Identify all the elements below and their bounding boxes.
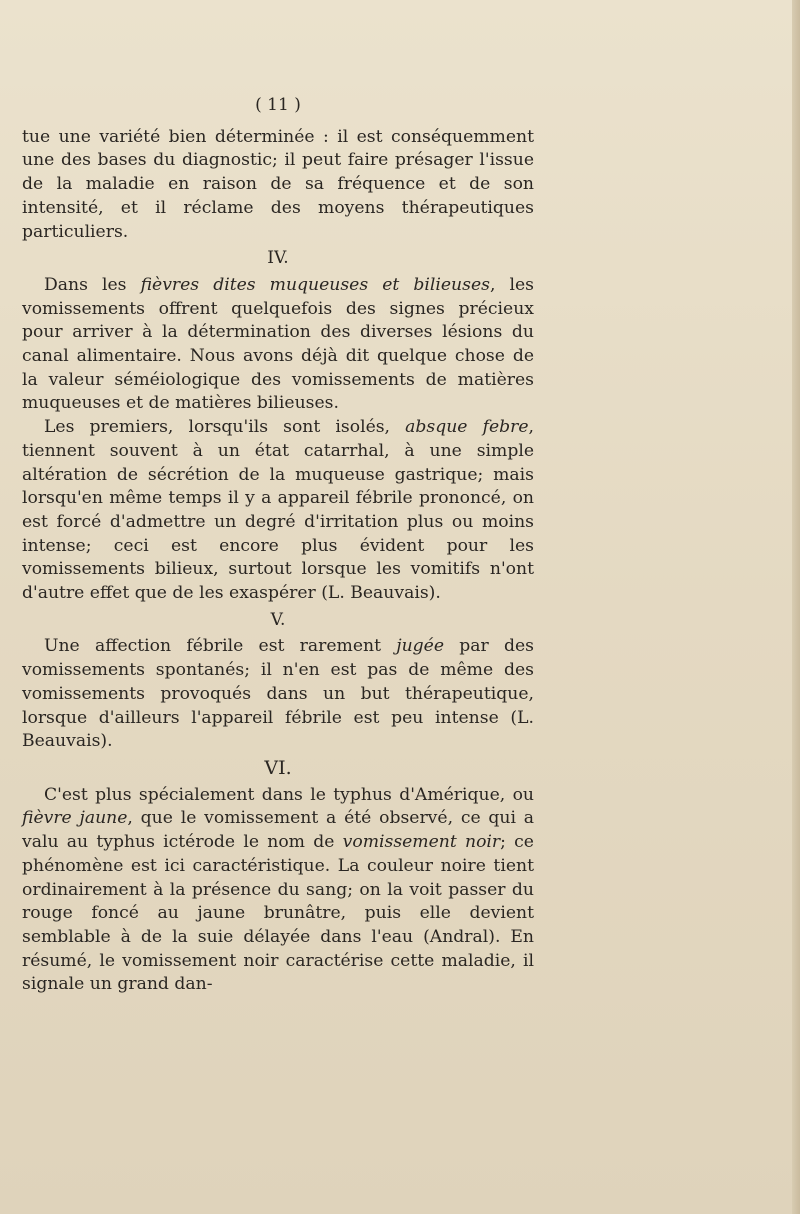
italic-text: absque febre (405, 417, 529, 438)
paragraph (22, 784, 534, 997)
text-run: tue une variété bien déterminée : il est conséquemment une des bases du diagnostic; il peut faire présager l'issue de la maladie en raison de sa fréquence et de son intensité, et il réclame des moyens thérapeutiques particuliers. (22, 126, 534, 242)
text-run: Dans les (44, 274, 141, 295)
paragraph (22, 126, 534, 245)
page-number: ( 11 ) (255, 95, 301, 115)
paragraph (22, 416, 534, 606)
italic-text: fièvre jaune (22, 808, 128, 829)
section-heading: V. (270, 609, 286, 630)
page-edge-shadow (792, 0, 800, 1214)
text-run: , tiennent souvent à un état catarrhal, à une simple altération de sécrétion de la muqueuse gastrique; mais lorsqu'en même temps il y a appareil fébrile prononcé, on est forcé d'admettre un degré d'irritation plus ou moins intense; ceci est encore plus évident pour les vomissements bilieux, surtout lorsque les vomitifs n'ont d'autre effet que de les exaspérer (L. Beauvais). (22, 417, 534, 604)
body-text (22, 94, 534, 997)
section-heading: IV. (267, 248, 289, 269)
paragraph (22, 274, 534, 416)
text-run: , que le vomissement a été observé, ce qui a valu au typhus ictérode le nom de (22, 808, 535, 853)
section-heading: VI. (264, 756, 292, 779)
text-run: ; ce phénomène est ici caractéristique. La couleur noire tient ordinairement à la présence du sang; on la voit passer du rouge foncé au jaune brunâtre, puis elle devient semblable à de la suie délayée dans l'eau (Andral). En résumé, le vomissement noir caractérise cette maladie, il signale un grand dan- (22, 832, 534, 995)
text-run: Une affection fébrile est rarement (44, 636, 397, 657)
text-run: Les premiers, lorsqu'ils sont isolés, (44, 417, 406, 438)
italic-text: vomissement noir (342, 832, 501, 853)
text-run: C'est plus spécialement dans le typhus d'Amérique, ou (44, 784, 534, 805)
paragraph (22, 635, 534, 754)
italic-text: jugée (396, 636, 444, 657)
text-run: par des vomissements spontanés; il n'en est pas de même des vomissements provoqués dans un but thérapeutique, lorsque d'ailleurs l'appareil fébrile est peu intense (L. Beauvais). (22, 636, 534, 752)
italic-text: fièvres dites muqueuses et bilieuses (140, 274, 490, 295)
text-run: , les vomissements offrent quelquefois des signes précieux pour arriver à la détermination des diverses lésions du canal alimentaire. Nous avons déjà dit quelque chose de la valeur séméiologique des vomissements de matières muqueuses et de matières bilieuses. (22, 274, 534, 414)
